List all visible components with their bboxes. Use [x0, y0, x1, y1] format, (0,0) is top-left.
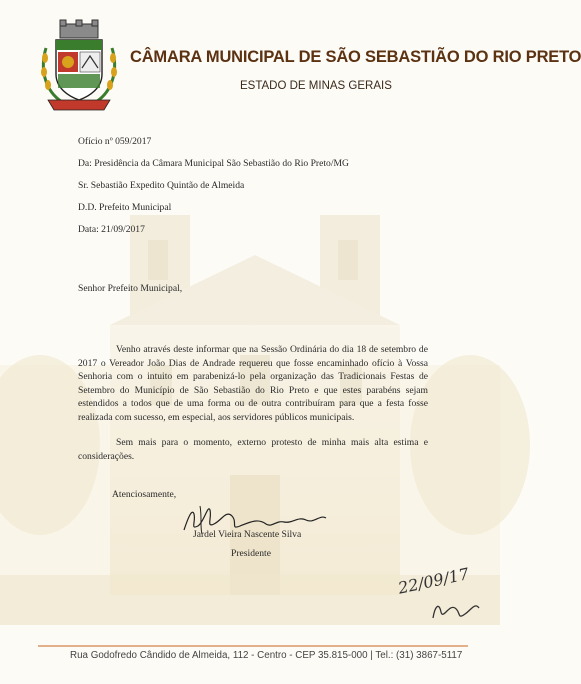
body-paragraph-2	[78, 436, 428, 463]
body-paragraph-1-text: Venho através deste informar que na Sessão Ordinária do dia 18 de setembro de 2017 o Vereador João Dias de Andrade requereu que fosse encaminhado ofício à Vossa Senhoria com o intuito em parabenizá-lo pela organização das Tradicionais Festas de Setembro do Município de São Sebastião do Rio Preto e que estes parabéns sejam estendidos a todos que de uma forma ou de outra contribuíram para que a festa fosse realizada com sucesso, em especial, aos servidores públicos municipais.	[78, 344, 428, 423]
recipient-name: Sr. Sebastião Expedito Quintão de Almeida	[78, 180, 245, 191]
municipal-crest-icon	[38, 18, 120, 114]
from-line: Da: Presidência da Câmara Municipal São Sebastião do Rio Preto/MG	[78, 158, 349, 169]
salutation: Senhor Prefeito Municipal,	[78, 283, 183, 294]
footer-address: Rua Godofredo Cândido de Almeida, 112 - Centro - CEP 35.815-000 | Tel.: (31) 3867-5117	[70, 650, 463, 661]
footer-divider	[38, 645, 468, 647]
signer-role: Presidente	[231, 548, 271, 559]
chamber-title: CÂMARA MUNICIPAL DE SÃO SEBASTIÃO DO RIO PRETO	[130, 48, 581, 66]
closing: Atenciosamente,	[112, 489, 177, 500]
body-paragraph-1	[78, 343, 428, 425]
body-paragraph-2-text: Sem mais para o momento, externo protesto de minha mais alta estima e considerações.	[78, 437, 428, 462]
letter-date: Data: 21/09/2017	[78, 224, 145, 235]
signer-name: Jardel Vieira Nascente Silva	[193, 529, 302, 540]
recipient-role: D.D. Prefeito Municipal	[78, 202, 172, 213]
handwritten-date: 22/09/17	[396, 564, 471, 598]
state-subtitle: ESTADO DE MINAS GERAIS	[240, 80, 392, 92]
handwritten-date-note	[395, 558, 485, 628]
oficio-number: Ofício nº 059/2017	[78, 136, 152, 147]
